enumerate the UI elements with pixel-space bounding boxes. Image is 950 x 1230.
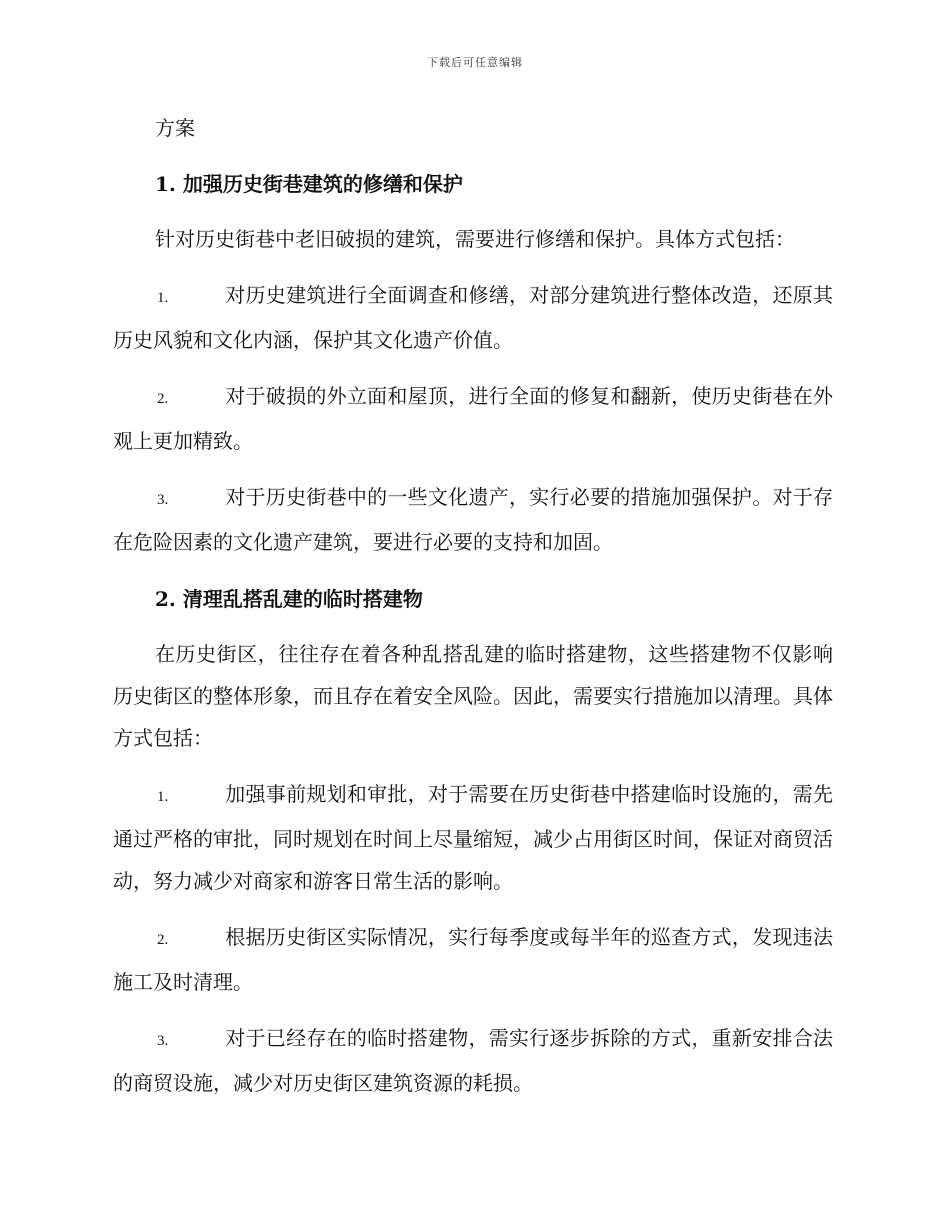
list-item-text: 根据历史街区实际情况，实行每季度或每半年的巡查方式，发现违法施工及时清理。 xyxy=(113,925,833,994)
list-item xyxy=(113,476,833,563)
list-item xyxy=(113,916,833,1003)
list-item xyxy=(113,773,833,902)
list-number: 1. xyxy=(157,290,169,306)
list-number: 3. xyxy=(157,492,169,508)
list-number: 2. xyxy=(157,932,169,948)
list-item xyxy=(113,274,833,361)
document-body xyxy=(113,108,833,1104)
document-title: 方案 xyxy=(155,116,195,140)
list-item xyxy=(113,375,833,462)
list-number: 1. xyxy=(157,789,169,805)
list-item-text: 对于破损的外立面和屋顶，进行全面的修复和翻新，使历史街巷在外观上更加精致。 xyxy=(113,384,833,453)
section-heading-2: 2. 清理乱搭乱建的临时搭建物 xyxy=(155,587,423,611)
list-number: 3. xyxy=(157,1033,169,1049)
list-item xyxy=(113,1017,833,1104)
list-item-text: 加强事前规划和审批，对于需要在历史街巷中搭建临时设施的，需先通过严格的审批，同时规划在时间上尽量缩短，减少占用街区时间，保证对商贸活动，努力减少对商家和游客日常生活的影响。 xyxy=(113,782,833,893)
list-item-text: 对于历史街巷中的一些文化遗产，实行必要的措施加强保护。对于存在危险因素的文化遗产建筑，要进行必要的支持和加固。 xyxy=(113,485,833,554)
section-intro-2: 在历史街区，往往存在着各种乱搭乱建的临时搭建物，这些搭建物不仅影响历史街区的整体形象，而且存在着安全风险。因此，需要实行措施加以清理。具体方式包括： xyxy=(113,642,833,750)
section-heading-1: 1. 加强历史街巷建筑的修缮和保护 xyxy=(155,172,463,196)
list-item-text: 对于已经存在的临时搭建物，需实行逐步拆除的方式，重新安排合法的商贸设施，减少对历史街区建筑资源的耗损。 xyxy=(113,1026,833,1095)
list-item-text: 对历史建筑进行全面调查和修缮，对部分建筑进行整体改造，还原其历史风貌和文化内涵，保护其文化遗产价值。 xyxy=(113,283,833,352)
section-intro-1: 针对历史街巷中老旧破损的建筑，需要进行修缮和保护。具体方式包括： xyxy=(155,227,795,251)
header-note: 下载后可任意编辑 xyxy=(427,56,523,69)
list-number: 2. xyxy=(157,391,169,407)
